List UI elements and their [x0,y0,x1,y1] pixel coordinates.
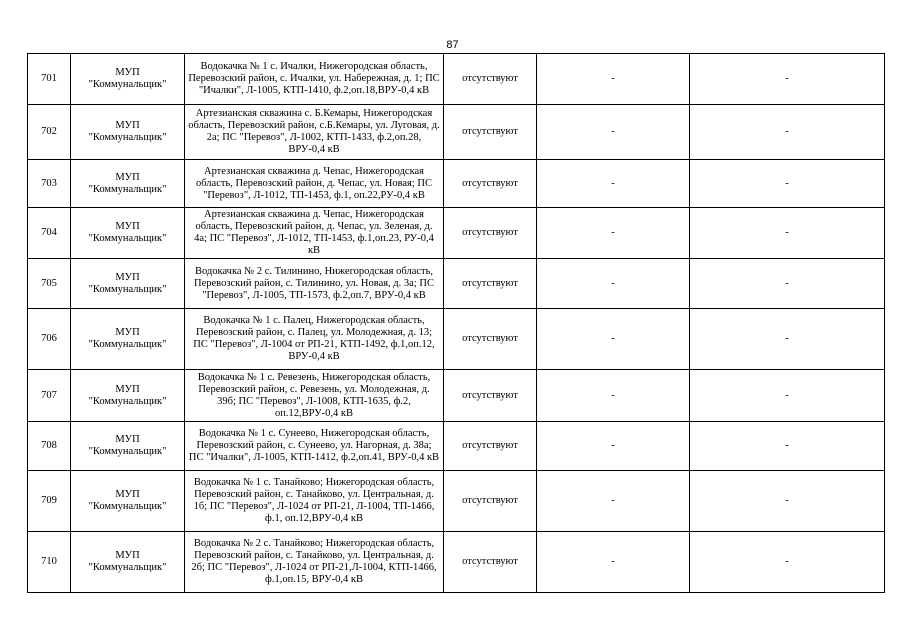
organization-cell [71,160,185,208]
organization-cell [71,54,185,105]
organization-type: МУП [115,383,140,395]
row-number: 703 [28,160,71,208]
facility-address: Водокачка № 1 с. Палец, Нижегородская область, Перевозский район, с. Палец, ул. Молодежная, д. 13; ПС "Перевоз", Л-1004 от РП-21, КТП-1492, ф.1,оп.12, ВРУ-0,4 кВ [185,309,444,370]
table-row [28,532,885,593]
empty-value-cell: - [537,259,690,309]
empty-value-cell: - [690,208,885,259]
empty-value-cell: - [690,259,885,309]
table-row [28,208,885,259]
organization-cell [71,208,185,259]
status-cell: отсутствуют [444,532,537,593]
row-number: 704 [28,208,71,259]
status-cell: отсутствуют [444,208,537,259]
status-cell: отсутствуют [444,160,537,208]
facility-address: Артезианская скважина д. Чепас, Нижегородская область, Перевозский район, д. Чепас, ул. Новая; ПС "Перевоз", Л-1012, ТП-1453, ф.1, оп.22,РУ-0,4 кВ [185,160,444,208]
organization-name: "Коммунальщик" [88,79,167,90]
organization-name: "Коммунальщик" [88,446,167,457]
table-row [28,370,885,422]
organization-cell [71,105,185,160]
status-cell: отсутствуют [444,370,537,422]
row-number: 708 [28,422,71,471]
facility-address: Водокачка № 1 с. Ревезень, Нижегородская область, Перевозский район, с. Ревезень, ул. Молодежная, д. 39б; ПС "Перевоз", Л-1008, КТП-1635, ф.2, оп.12,ВРУ-0,4 кВ [185,370,444,422]
organization-name: "Коммунальщик" [88,501,167,512]
organization-type: МУП [115,327,140,338]
status-cell: отсутствуют [444,259,537,309]
facility-address: Водокачка № 2 с. Танайково; Нижегородская область, Перевозский район, с. Танайково, ул. Центральная, д. 2б; ПС "Перевоз", Л-1024 от РП-21,Л-1004, КТП-1466, ф.1,оп.15, ВРУ-0,4 кВ [185,532,444,593]
status-cell: отсутствуют [444,422,537,471]
facility-address: Водокачка № 2 с. Тилинино, Нижегородская область, Перевозский район, с. Тилинино, ул. Новая, д. 3а; ПС "Перевоз", Л-1005, ТП-1573, ф.2,оп.7, ВРУ-0,4 кВ [185,259,444,309]
facility-address: Артезианская скважина с. Б.Кемары, Нижегородская область, Перевозский район, с.Б.Кемары, ул. Луговая, д. 2а; ПС "Перевоз", Л-1002, КТП-1433, ф.2,оп.28, ВРУ-0,4 кВ [185,105,444,160]
organization-name: "Коммунальщик" [88,132,167,143]
empty-value-cell: - [537,532,690,593]
facility-address: Водокачка № 1 с. Ичалки, Нижегородская область, Перевозский район, с. Ичалки, ул. Набережная, д. 1; ПС "Ичалки", Л-1005, КТП-1410, ф.2,оп.18,ВРУ-0,4 кВ [185,54,444,105]
organization-type: МУП [115,489,140,500]
organization-cell [71,259,185,309]
row-number: 707 [28,370,71,422]
empty-value-cell: - [537,471,690,532]
organization-cell [71,309,185,370]
empty-value-cell: - [537,309,690,370]
organization-cell [71,471,185,532]
table-row [28,309,885,370]
empty-value-cell: - [690,54,885,105]
table-row [28,471,885,532]
empty-value-cell: - [690,471,885,532]
organization-type: МУП [115,271,140,283]
empty-value-cell: - [537,160,690,208]
row-number: 701 [28,54,71,105]
organization-name: "Коммунальщик" [88,395,167,407]
table-row [28,259,885,309]
empty-value-cell: - [690,422,885,471]
empty-value-cell: - [690,532,885,593]
table-row [28,422,885,471]
row-number: 702 [28,105,71,160]
facility-address: Водокачка № 1 с. Танайково; Нижегородская область, Перевозский район, с. Танайково, ул. Центральная, д. 1б; ПС "Перевоз", Л-1024 от РП-21, Л-1004, ТП-1466, ф.1, оп.12,ВРУ-0,4 кВ [185,471,444,532]
empty-value-cell: - [690,370,885,422]
status-cell: отсутствуют [444,54,537,105]
organization-name: "Коммунальщик" [88,339,167,350]
status-cell: отсутствуют [444,309,537,370]
table-row [28,54,885,105]
status-cell: отсутствуют [444,105,537,160]
empty-value-cell: - [537,370,690,422]
facility-table [27,53,885,593]
empty-value-cell: - [537,422,690,471]
organization-cell [71,370,185,422]
row-number: 710 [28,532,71,593]
organization-type: МУП [115,67,140,78]
empty-value-cell: - [537,105,690,160]
organization-type: МУП [115,434,140,445]
organization-type: МУП [115,550,140,561]
row-number: 705 [28,259,71,309]
facility-address: Водокачка № 1 с. Сунеево, Нижегородская область, Перевозский район, с. Сунеево, ул. Нагорная, д. 38а; ПС "Ичалки", Л-1005, КТП-1412, ф.2,оп.41, ВРУ-0,4 кВ [185,422,444,471]
row-number: 709 [28,471,71,532]
organization-name: "Коммунальщик" [88,562,167,573]
empty-value-cell: - [690,309,885,370]
organization-name: "Коммунальщик" [88,183,167,195]
table-row [28,160,885,208]
organization-name: "Коммунальщик" [88,283,167,295]
organization-type: МУП [115,171,140,183]
status-cell: отсутствуют [444,471,537,532]
organization-type: МУП [115,221,140,232]
empty-value-cell: - [537,54,690,105]
empty-value-cell: - [537,208,690,259]
row-number: 706 [28,309,71,370]
organization-cell [71,422,185,471]
facility-address: Артезианская скважина д. Чепас, Нижегородская область, Перевозский район, д. Чепас, ул. Зеленая, д. 4а; ПС "Перевоз", Л-1012, ТП-1453, ф.1,оп.23, РУ-0,4 кВ [185,208,444,259]
empty-value-cell: - [690,160,885,208]
table-row [28,105,885,160]
organization-type: МУП [115,120,140,131]
organization-name: "Коммунальщик" [88,233,167,244]
organization-cell [71,532,185,593]
empty-value-cell: - [690,105,885,160]
page-number: 87 [446,39,459,51]
